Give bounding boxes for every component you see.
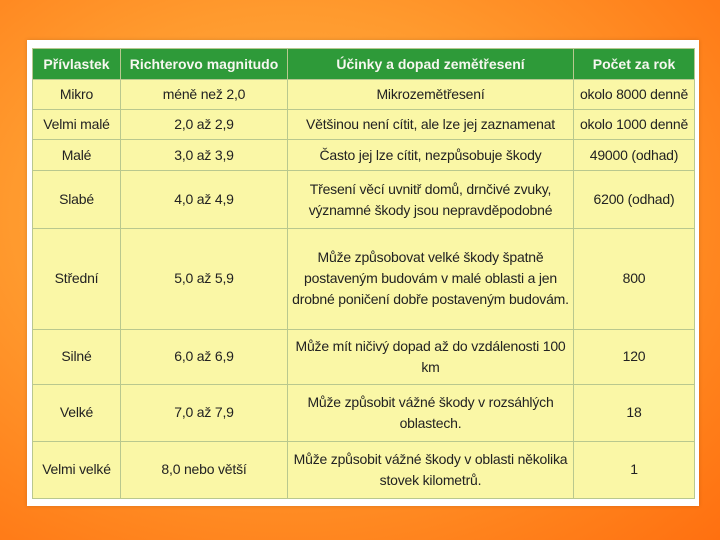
cell-descriptor: Silné — [33, 329, 121, 384]
table-header-row — [33, 49, 695, 80]
cell-effects: Může způsobovat velké škody špatně postaveným budovám v malé oblasti a jen drobné poničení dobře postaveným budovám. — [288, 229, 574, 329]
cell-magnitude: 6,0 až 6,9 — [121, 329, 288, 384]
cell-magnitude: méně než 2,0 — [121, 80, 288, 110]
table-row — [33, 384, 695, 441]
cell-frequency: 800 — [574, 229, 695, 329]
table-row — [33, 329, 695, 384]
cell-effects: Mikrozemětřesení — [288, 80, 574, 110]
cell-frequency: okolo 1000 denně — [574, 110, 695, 140]
cell-descriptor: Velmi malé — [33, 110, 121, 140]
cell-effects: Může mít ničivý dopad až do vzdálenosti 100 km — [288, 329, 574, 384]
cell-effects: Může způsobit vážné škody v rozsáhlých oblastech. — [288, 384, 574, 441]
cell-frequency: 1 — [574, 441, 695, 498]
cell-magnitude: 3,0 až 3,9 — [121, 140, 288, 171]
header-cell-effects: Účinky a dopad zemětřesení — [288, 49, 574, 80]
earthquake-magnitude-table — [32, 48, 695, 499]
cell-effects: Může způsobit vážné škody v oblasti několika stovek kilometrů. — [288, 441, 574, 498]
cell-descriptor: Mikro — [33, 80, 121, 110]
cell-frequency: 120 — [574, 329, 695, 384]
cell-frequency: okolo 8000 denně — [574, 80, 695, 110]
cell-magnitude: 2,0 až 2,9 — [121, 110, 288, 140]
table-row — [33, 80, 695, 110]
cell-magnitude: 5,0 až 5,9 — [121, 229, 288, 329]
cell-effects: Třesení věcí uvnitř domů, drnčivé zvuky, významné škody jsou nepravděpodobné — [288, 171, 574, 229]
table-row — [33, 140, 695, 171]
table-row — [33, 110, 695, 140]
cell-descriptor: Velmi velké — [33, 441, 121, 498]
cell-frequency: 6200 (odhad) — [574, 171, 695, 229]
cell-effects: Často jej lze cítit, nezpůsobuje škody — [288, 140, 574, 171]
table-row — [33, 171, 695, 229]
header-cell-frequency: Počet za rok — [574, 49, 695, 80]
cell-descriptor: Střední — [33, 229, 121, 329]
slide-frame — [27, 40, 699, 506]
table-row — [33, 229, 695, 329]
cell-frequency: 49000 (odhad) — [574, 140, 695, 171]
cell-descriptor: Velké — [33, 384, 121, 441]
header-cell-magnitude: Richterovo magnitudo — [121, 49, 288, 80]
cell-magnitude: 8,0 nebo větší — [121, 441, 288, 498]
cell-magnitude: 4,0 až 4,9 — [121, 171, 288, 229]
cell-effects: Většinou není cítit, ale lze jej zaznamenat — [288, 110, 574, 140]
header-cell-descriptor: Přívlastek — [33, 49, 121, 80]
cell-descriptor: Slabé — [33, 171, 121, 229]
table-container — [32, 48, 694, 499]
cell-descriptor: Malé — [33, 140, 121, 171]
table-row — [33, 441, 695, 498]
cell-frequency: 18 — [574, 384, 695, 441]
cell-magnitude: 7,0 až 7,9 — [121, 384, 288, 441]
